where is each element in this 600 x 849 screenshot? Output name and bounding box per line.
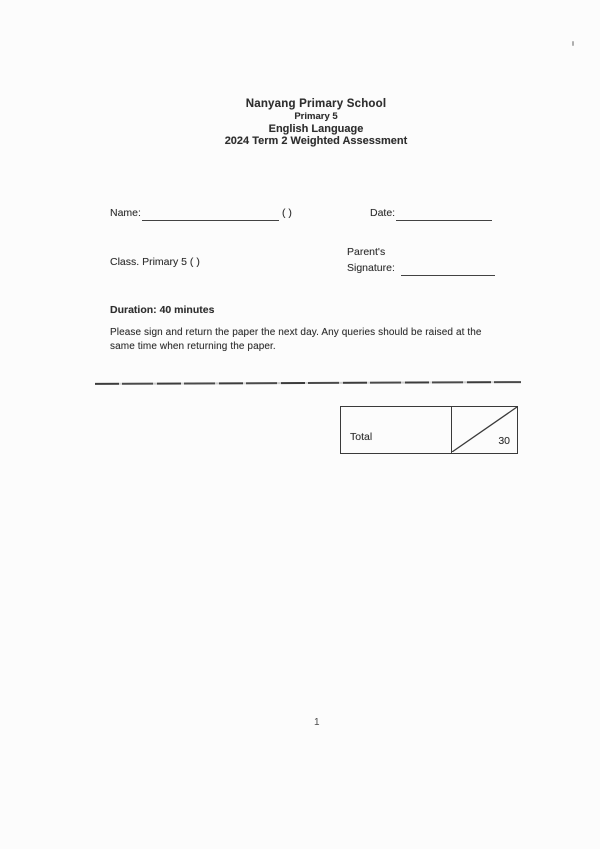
page-number: 1 (314, 717, 320, 728)
level-line: Primary 5 (294, 110, 338, 122)
parents-label: Parent's (347, 246, 386, 258)
school-name: Nanyang Primary School (245, 98, 387, 110)
assessment-title: 2024 Term 2 Weighted Assessment (224, 135, 408, 147)
date-writein-line (396, 207, 492, 221)
duration-line: Duration: 40 minutes (110, 304, 215, 316)
date-label: Date: (370, 207, 396, 219)
instructions-line-1: Please sign and return the paper the next day. Any queries should be raised at the (110, 327, 482, 338)
total-marks-box (340, 406, 518, 454)
name-index-parens: ( ) (282, 207, 292, 219)
max-marks-value: 30 (498, 435, 510, 447)
subject-line: English Language (268, 122, 364, 135)
signature-writein-line (401, 262, 495, 276)
total-label: Total (350, 431, 373, 443)
paper-header (16, 98, 600, 148)
class-label: Class. Primary 5 ( ) (110, 256, 200, 268)
instructions-line-2: same time when returning the paper. (110, 341, 276, 352)
name-label: Name: (110, 207, 141, 219)
scan-artifact-dot (572, 41, 574, 46)
dashed-divider-line (95, 381, 521, 385)
name-writein-line (142, 207, 279, 221)
signature-label: Signature: (347, 262, 395, 274)
